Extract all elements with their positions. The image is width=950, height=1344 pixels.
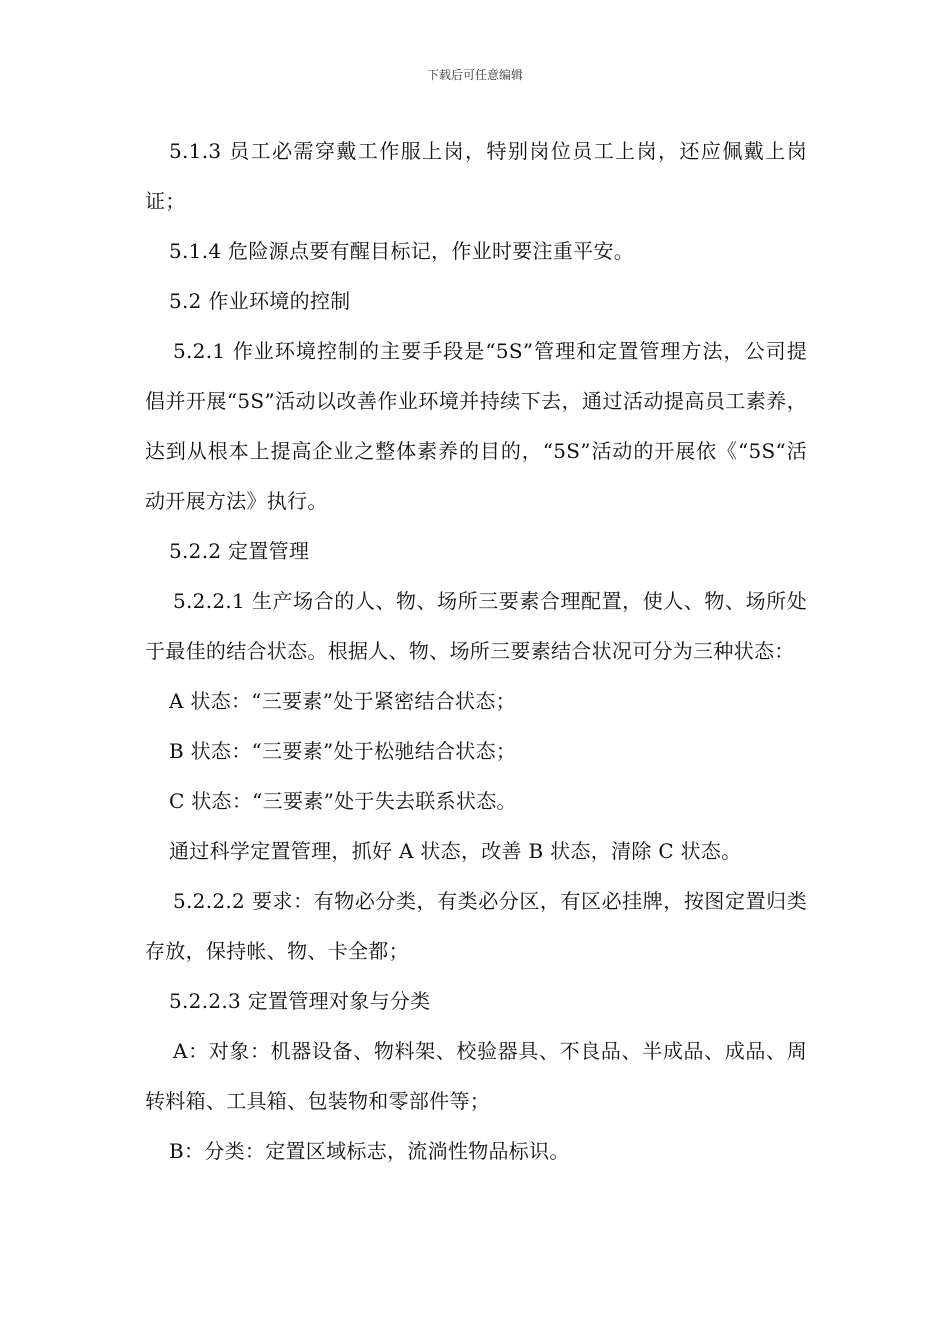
paragraph-state-c: C 状态：“三要素”处于失去联系状态。 <box>169 789 517 813</box>
document-body <box>145 126 807 1176</box>
paragraph-5-1-4: 5.1.4 危险源点要有醒目标记，作业时要注重平安。 <box>169 239 635 263</box>
paragraph-state-a: A 状态：“三要素”处于紧密结合状态； <box>169 689 516 713</box>
paragraph-5-2-2-1: 5.2.2.1 生产场合的人、物、场所三要素合理配置，使人、物、场所处于最佳的结合状态。根据人、物、场所三要素结合状况可分为三种状态： <box>145 589 807 663</box>
paragraph-5-2-2: 5.2.2 定置管理 <box>169 539 310 563</box>
page-header: 下载后可任意编辑 <box>426 68 523 82</box>
paragraph-object: A：对象：机器设备、物料架、校验器具、不良品、半成品、成品、周转料箱、工具箱、包装物和零部件等； <box>145 1039 807 1113</box>
paragraph-class: B：分类：定置区域标志，流淌性物品标识。 <box>169 1139 570 1163</box>
paragraph-5-2-1: 5.2.1 作业环境控制的主要手段是“5S”管理和定置管理方法，公司提倡并开展“5S”活动以改善作业环境并持续下去，通过活动提高员工素养，达到从根本上提高企业之整体素养的目的，“5S”活动的开展依《“5S“活动开展方法》执行。 <box>145 339 807 513</box>
paragraph-5-2: 5.2 作业环境的控制 <box>169 289 351 313</box>
paragraph-5-2-2-2: 5.2.2.2 要求：有物必分类，有类必分区，有区必挂牌，按图定置归类存放，保持帐、物、卡全都； <box>145 889 807 963</box>
paragraph-summary: 通过科学定置管理，抓好 A 状态，改善 B 状态，清除 C 状态。 <box>169 839 742 863</box>
paragraph-5-2-2-3: 5.2.2.3 定置管理对象与分类 <box>169 989 431 1013</box>
paragraph-5-1-3: 5.1.3 员工必需穿戴工作服上岗，特别岗位员工上岗，还应佩戴上岗证； <box>145 139 807 213</box>
paragraph-state-b: B 状态：“三要素”处于松驰结合状态； <box>169 739 517 763</box>
